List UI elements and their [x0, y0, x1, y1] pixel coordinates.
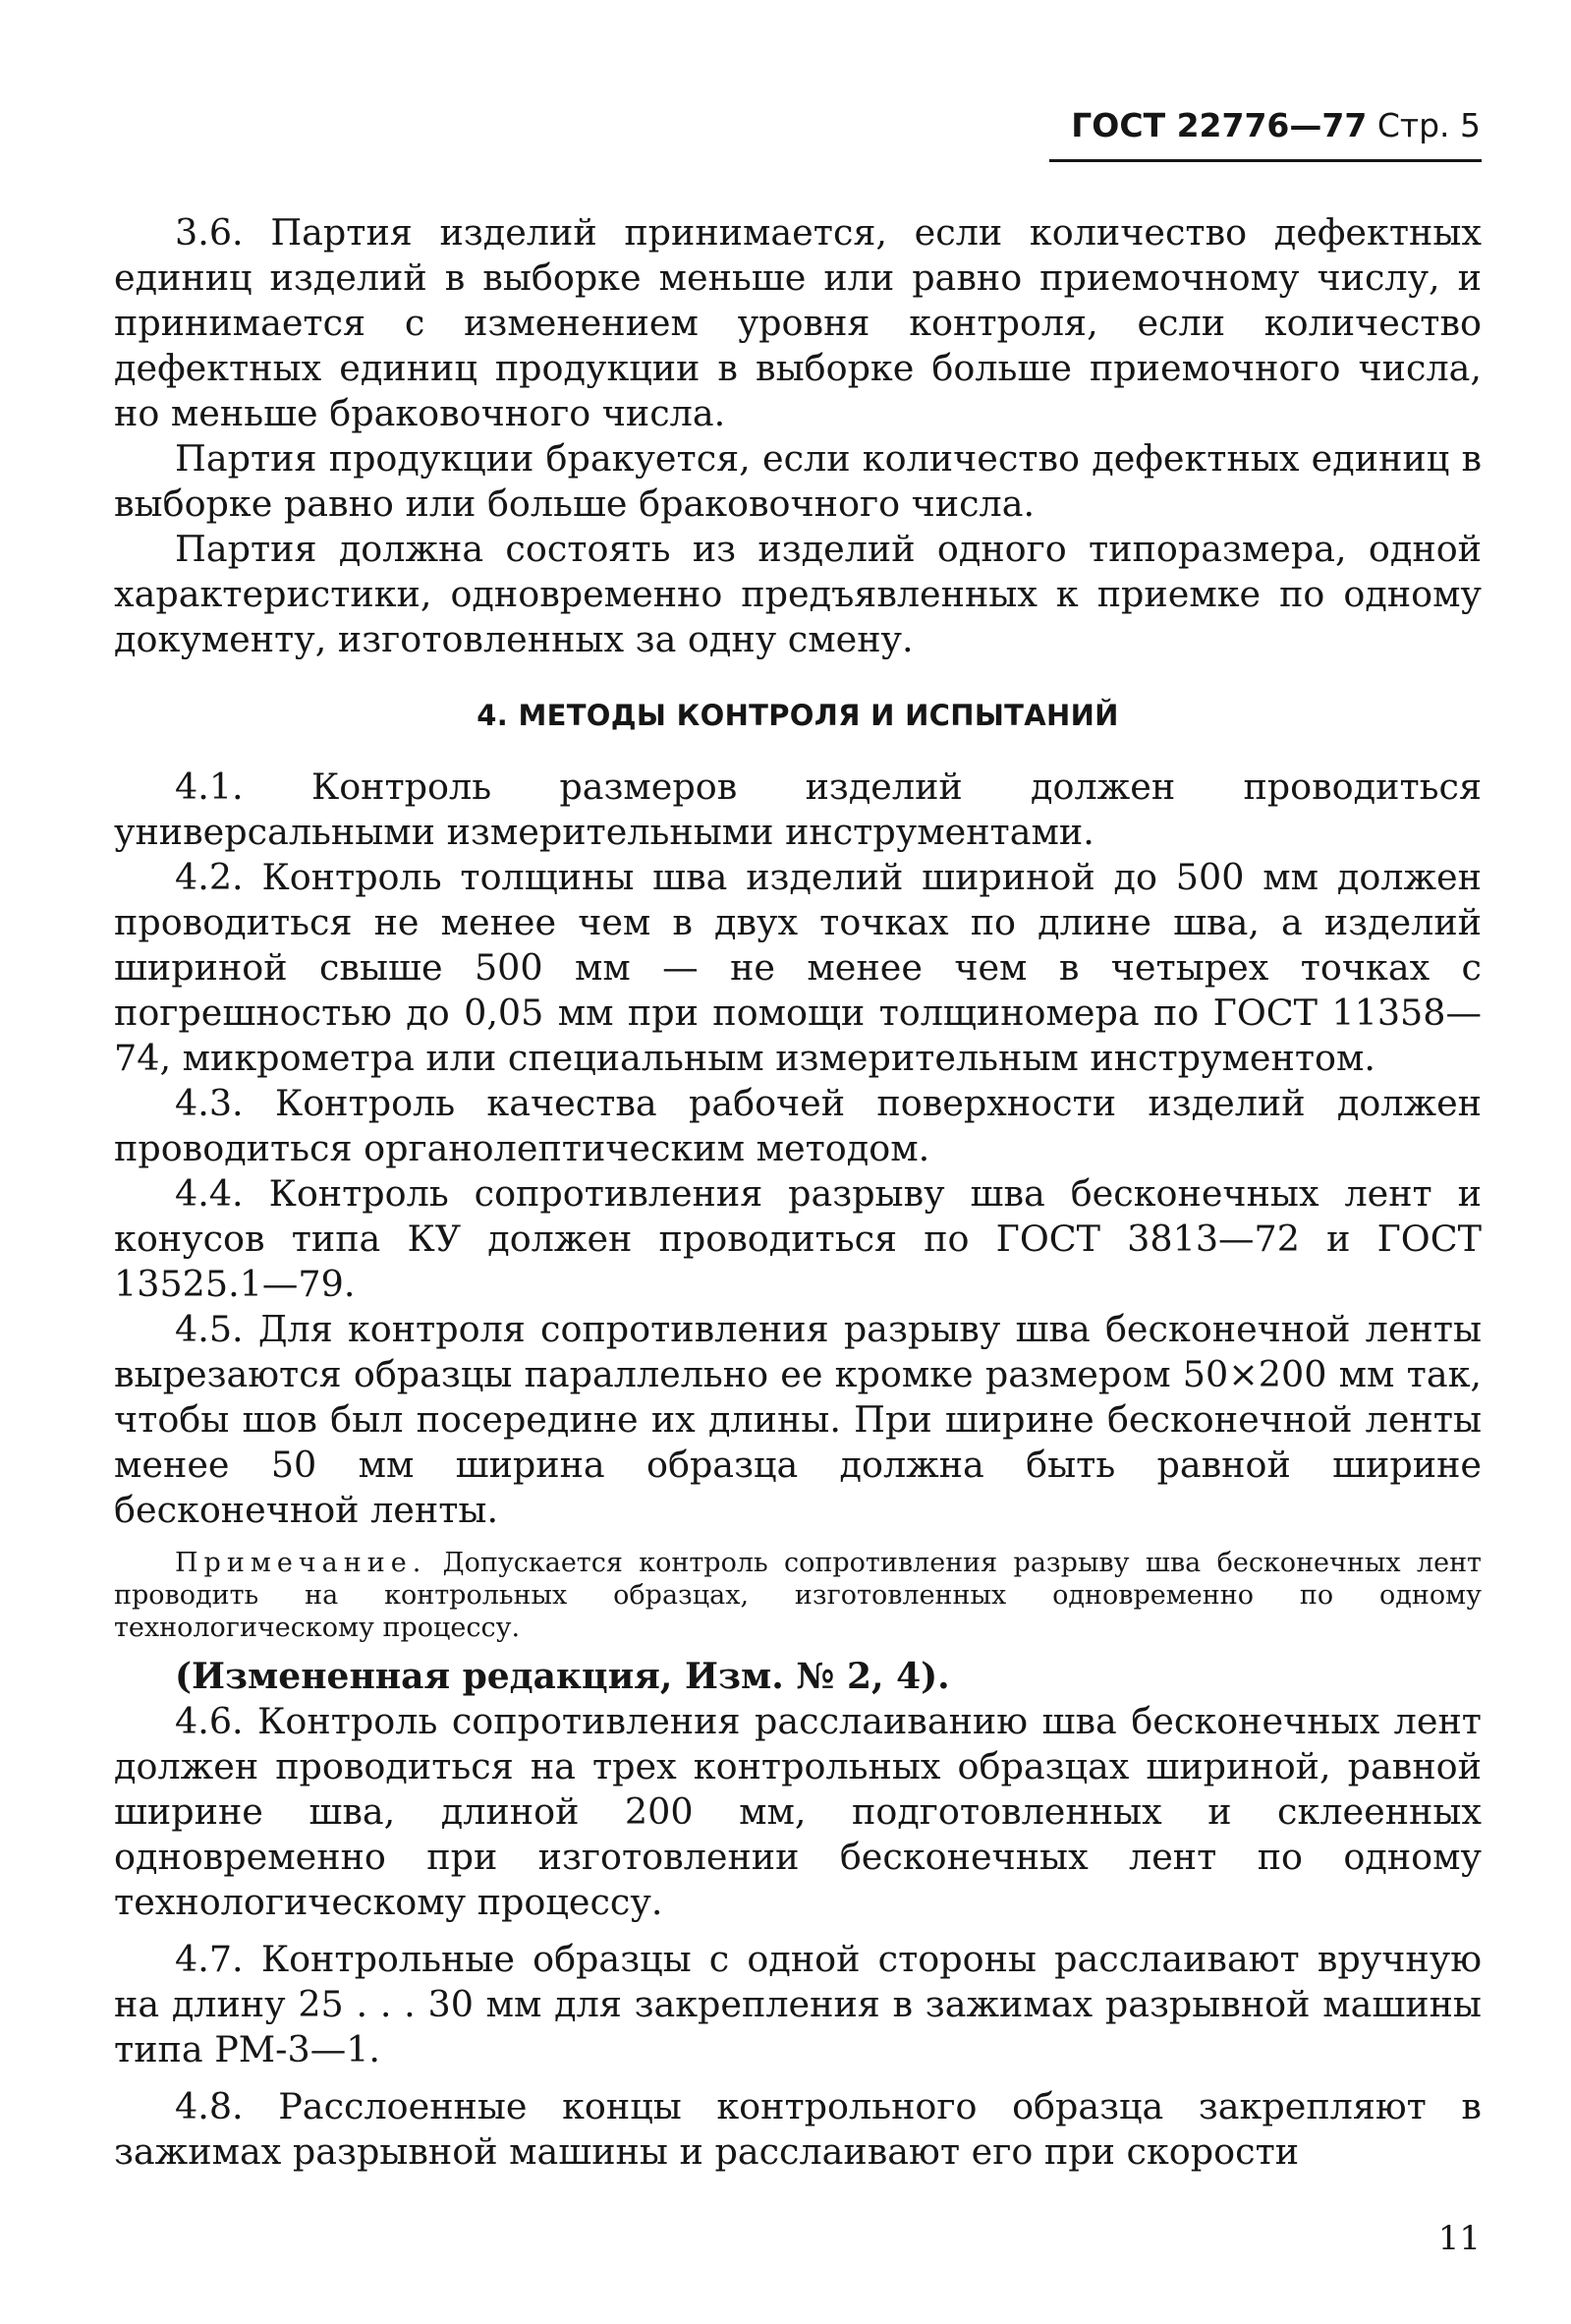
note-label: Примечание.	[175, 1548, 427, 1578]
standard-number: ГОСТ 22776—77	[1071, 106, 1368, 144]
paragraph-batch-composition: Партия должна состоять из изделий одного типоразмера, одной характеристики, одновременно предъявленных к приемке по одному документу, изготовленных за одну смену.	[114, 528, 1482, 660]
paragraph-3-6: 3.6. Партия изделий принимается, если количество дефектных единиц изделий в выборке меньше или равно приемочному числу, и принимается с изменением уровня контроля, если количество дефектных единиц продукции в выборке больше приемочного числа, но меньше браковочного числа.	[114, 211, 1482, 434]
note	[114, 1547, 1482, 1644]
amendment-note: (Измененная редакция, Изм. № 2, 4).	[175, 1656, 950, 1697]
paragraph-4-3: 4.3. Контроль качества рабочей поверхности изделий должен проводиться органолептическим методом.	[114, 1082, 1482, 1169]
paragraph-4-1: 4.1. Контроль размеров изделий должен проводиться универсальными измерительными инструментами.	[114, 765, 1482, 853]
paragraph-4-7: 4.7. Контрольные образцы с одной стороны расслаивают вручную на длину 25 . . . 30 мм для закрепления в зажимах разрывной машины типа РМ-3—1.	[114, 1938, 1482, 2070]
paragraph-4-2: 4.2. Контроль толщины шва изделий шириной до 500 мм должен проводиться не менее чем в двух точках по длине шва, а изделий шириной свыше 500 мм — не менее чем в четырех точках с погрешностью до 0,05 мм при помощи толщиномера по ГОСТ 11358—74, микрометра или специальным измерительным инструментом.	[114, 856, 1482, 1079]
paragraph-4-5: 4.5. Для контроля сопротивления разрыву шва бесконечной ленты вырезаются образцы параллельно ее кромке размером 50×200 мм так, чтобы шов был посередине их длины. При ширине бесконечной ленты менее 50 мм ширина образца должна быть равной ширине бесконечной ленты.	[114, 1308, 1482, 1531]
paragraph-4-4: 4.4. Контроль сопротивления разрыву шва бесконечных лент и конусов типа КУ должен проводиться по ГОСТ 3813—72 и ГОСТ 13525.1—79.	[114, 1172, 1482, 1305]
header-rule	[1049, 159, 1482, 162]
section-4-title: 4. МЕТОДЫ КОНТРОЛЯ И ИСПЫТАНИЙ	[477, 699, 1119, 732]
page-number: 11	[1437, 2219, 1481, 2258]
note-text: Допускается контроль сопротивления разрыву шва бесконечных лент проводить на контрольных образцах, изготовленных одновременно по одному технологическому процессу.	[114, 1548, 1482, 1643]
paragraph-batch-rejected: Партия продукции бракуется, если количество дефектных единиц в выборке равно или больше браковочного числа.	[114, 437, 1482, 525]
paragraph-4-6: 4.6. Контроль сопротивления расслаиванию шва бесконечных лент должен проводиться на трех контрольных образцах шириной, равной ширине шва, длиной 200 мм, подготовленных и склеенных одновременно при изготовлении бесконечных лент по одному технологическому процессу.	[114, 1700, 1482, 1923]
paragraph-4-8: 4.8. Расслоенные концы контрольного образца закрепляют в зажимах разрывной машины и расслаивают его при скорости	[114, 2085, 1482, 2173]
document-body	[114, 210, 1482, 2175]
header-page-label: Стр. 5	[1376, 106, 1481, 144]
page-header	[1071, 106, 1481, 144]
